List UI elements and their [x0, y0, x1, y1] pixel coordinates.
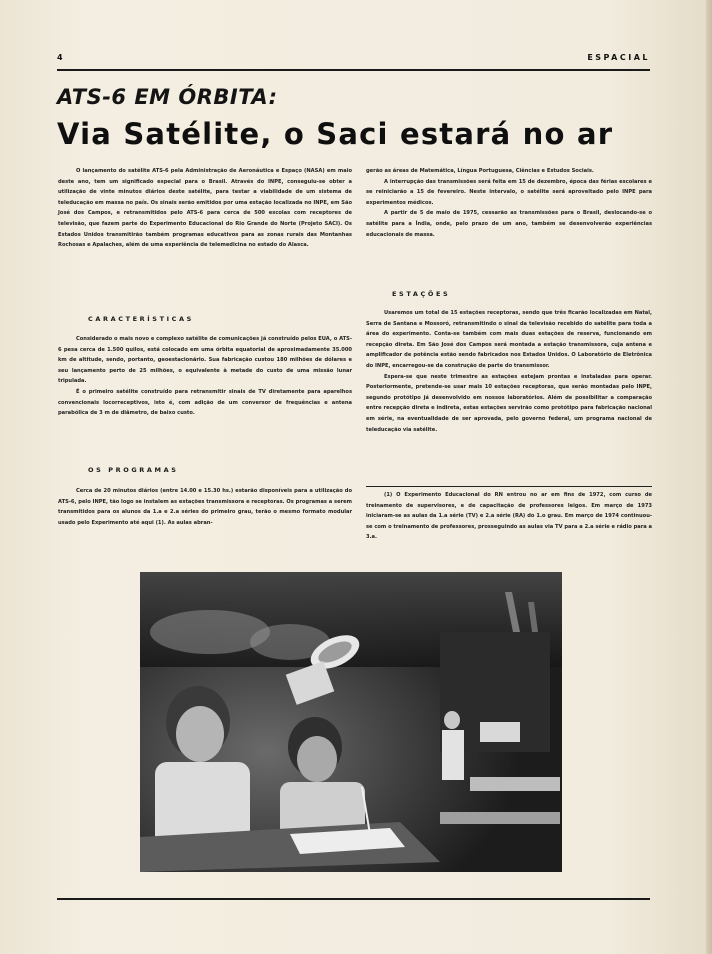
- paragraph: gerão as áreas de Matemática, Língua Portuguesa, Ciências e Estudos Sociais.: [366, 168, 594, 174]
- paragraph: Usaremos um total de 15 estações receptoras, sendo que três ficarão localizadas em Natal, Serra de Santana e Mossoró, retransmitindo o sinal da televisão recebido do satélite para toda a área do experimento. Conta-se também com mais duas estações de reserva, funcionando em recepção direta. Em São José dos Campos será montada a estação transmissora, cuja antena e amplificador de potência estão sendo fabricados nos Estados Unidos. O Laboratório de Eletrônica do INPE, encarregou-se da construção de parte do transmissor.: [366, 310, 652, 369]
- header-rule: [57, 69, 650, 71]
- page-edge: [706, 0, 712, 954]
- subhead-programas: OS PROGRAMAS: [88, 466, 179, 474]
- footnote: [366, 490, 652, 543]
- paragraph: A interrupção das transmissões será feita em 15 de dezembro, época das férias escolares e se reiniciarão a 15 de fevereiro. Neste intervalo, o satélite será aproveitado pelo INPE para experimentos médicos.: [366, 178, 652, 206]
- photo-illustration: [140, 572, 562, 872]
- section-name: ESPACIAL: [587, 53, 650, 62]
- classroom-photo: [140, 572, 562, 872]
- footer-rule: [57, 898, 650, 900]
- right-column: [366, 166, 652, 240]
- left-column: [58, 166, 352, 251]
- footnote-rule: [366, 486, 652, 487]
- right-column-section-2: [366, 308, 652, 435]
- subhead-estacoes: ESTAÇÕES: [392, 290, 451, 298]
- paragraph: Cerca de 20 minutos diários (entre 14.00 e 15.30 hs.) estarão disponíveis para a utilização do ATS-6, pelo INPE, tão logo se instalem as estações transmissora e receptoras. Os programas a serem transmitidos para os alunos da 1.a e 2.a séries do primeiro grau, terão o mesmo formato modular usado pelo Experimento até aqui (1). As aulas abran-: [58, 488, 352, 526]
- kicker-title: ATS-6 EM ÓRBITA:: [57, 85, 278, 109]
- running-header: [57, 51, 650, 67]
- paragraph: A partir de 5 de maio de 1975, cessarão as transmissões para o Brasil, deslocando-se o satélite para a Índia, onde, pelo prazo de um ano, também se desenvolverão experiências educacionais de massa.: [366, 210, 652, 238]
- left-column-section-2: [58, 334, 352, 419]
- headline: Via Satélite, o Saci estará no ar: [57, 117, 614, 151]
- paragraph: Considerado o mais novo e complexo satélite de comunicações já construído pelos EUA, o ATS-6 pesa cerca de 1.500 quilos, está colocado em uma órbita equatorial de aproximadamente 35.000 km de altitude, sendo, portanto, geoestacionário. Sua fabricação custou 180 milhões de dólares e seu lançamento perto de 25 milhões, o equivalente à metade do custo de uma missão lunar tripulada.: [58, 336, 352, 385]
- paragraph: É o primeiro satélite construído para retransmitir sinais de TV diretamente para aparelhos convencionais locorreceptivos, isto é, com adição de um conversor de frequências e antena parabólica de 3 m de diâmetro, de baixo custo.: [58, 388, 352, 417]
- page-number: 4: [57, 53, 63, 62]
- subhead-caracteristicas: CARACTERÍSTICAS: [88, 315, 194, 323]
- footnote-text: (1) O Experimento Educacional do RN entrou no ar em fins de 1972, com curso de treinamento de supervisores, e de capacitação de professores leigos. Em março de 1973 iniciaram-se as aulas da 1.a série (TV) e 2.a série (RA) do 1.o grau. Em março de 1974 continuou-se com o treinamento de professores, prosseguindo as aulas via TV para a 2.a série e rádio para a 3.a.: [366, 492, 652, 541]
- intro-paragraph: O lançamento do satélite ATS-6 pela Administração de Aeronáutica e Espaço (NASA) em maio deste ano, tem um significado especial para o Brasil. Através do INPE, conseguiu-se obter a utilização de vinte minutos diários deste satélite, para testar a viabilidade de um sistema de teleducação em massa no país. Os sinais serão emitidos por uma estação localizada no INPE, em São José dos Campos, e retransmitidos pelo ATS-6 para cerca de 500 escolas com receptores de televisão, que fazem parte do Experimento Educacional do Rio Grande do Norte (Projeto SACI). Os Estados Unidos transmitirão também programas educativos para as zonas rurais das Montanhas Rochosas e Apalaches, além de uma experiência de telemedicina no estado do Alasca.: [58, 168, 352, 249]
- left-column-section-3: [58, 486, 352, 528]
- paragraph: Espera-se que neste trimestre as estações estejam prontas e instaladas para operar. Posteriormente, pretende-se usar mais 10 estações receptoras, que serão montadas pelo INPE, segundo protótipo já desenvolvido em nossos laboratórios. Além de possibilitar a comparação entre recepção direta e indireta, estas estações servirão como protótipo para fabricação nacional em série, na eventualidade de ser aprovada, pelo governo federal, um programa nacional de teleducação via satélite.: [366, 373, 652, 433]
